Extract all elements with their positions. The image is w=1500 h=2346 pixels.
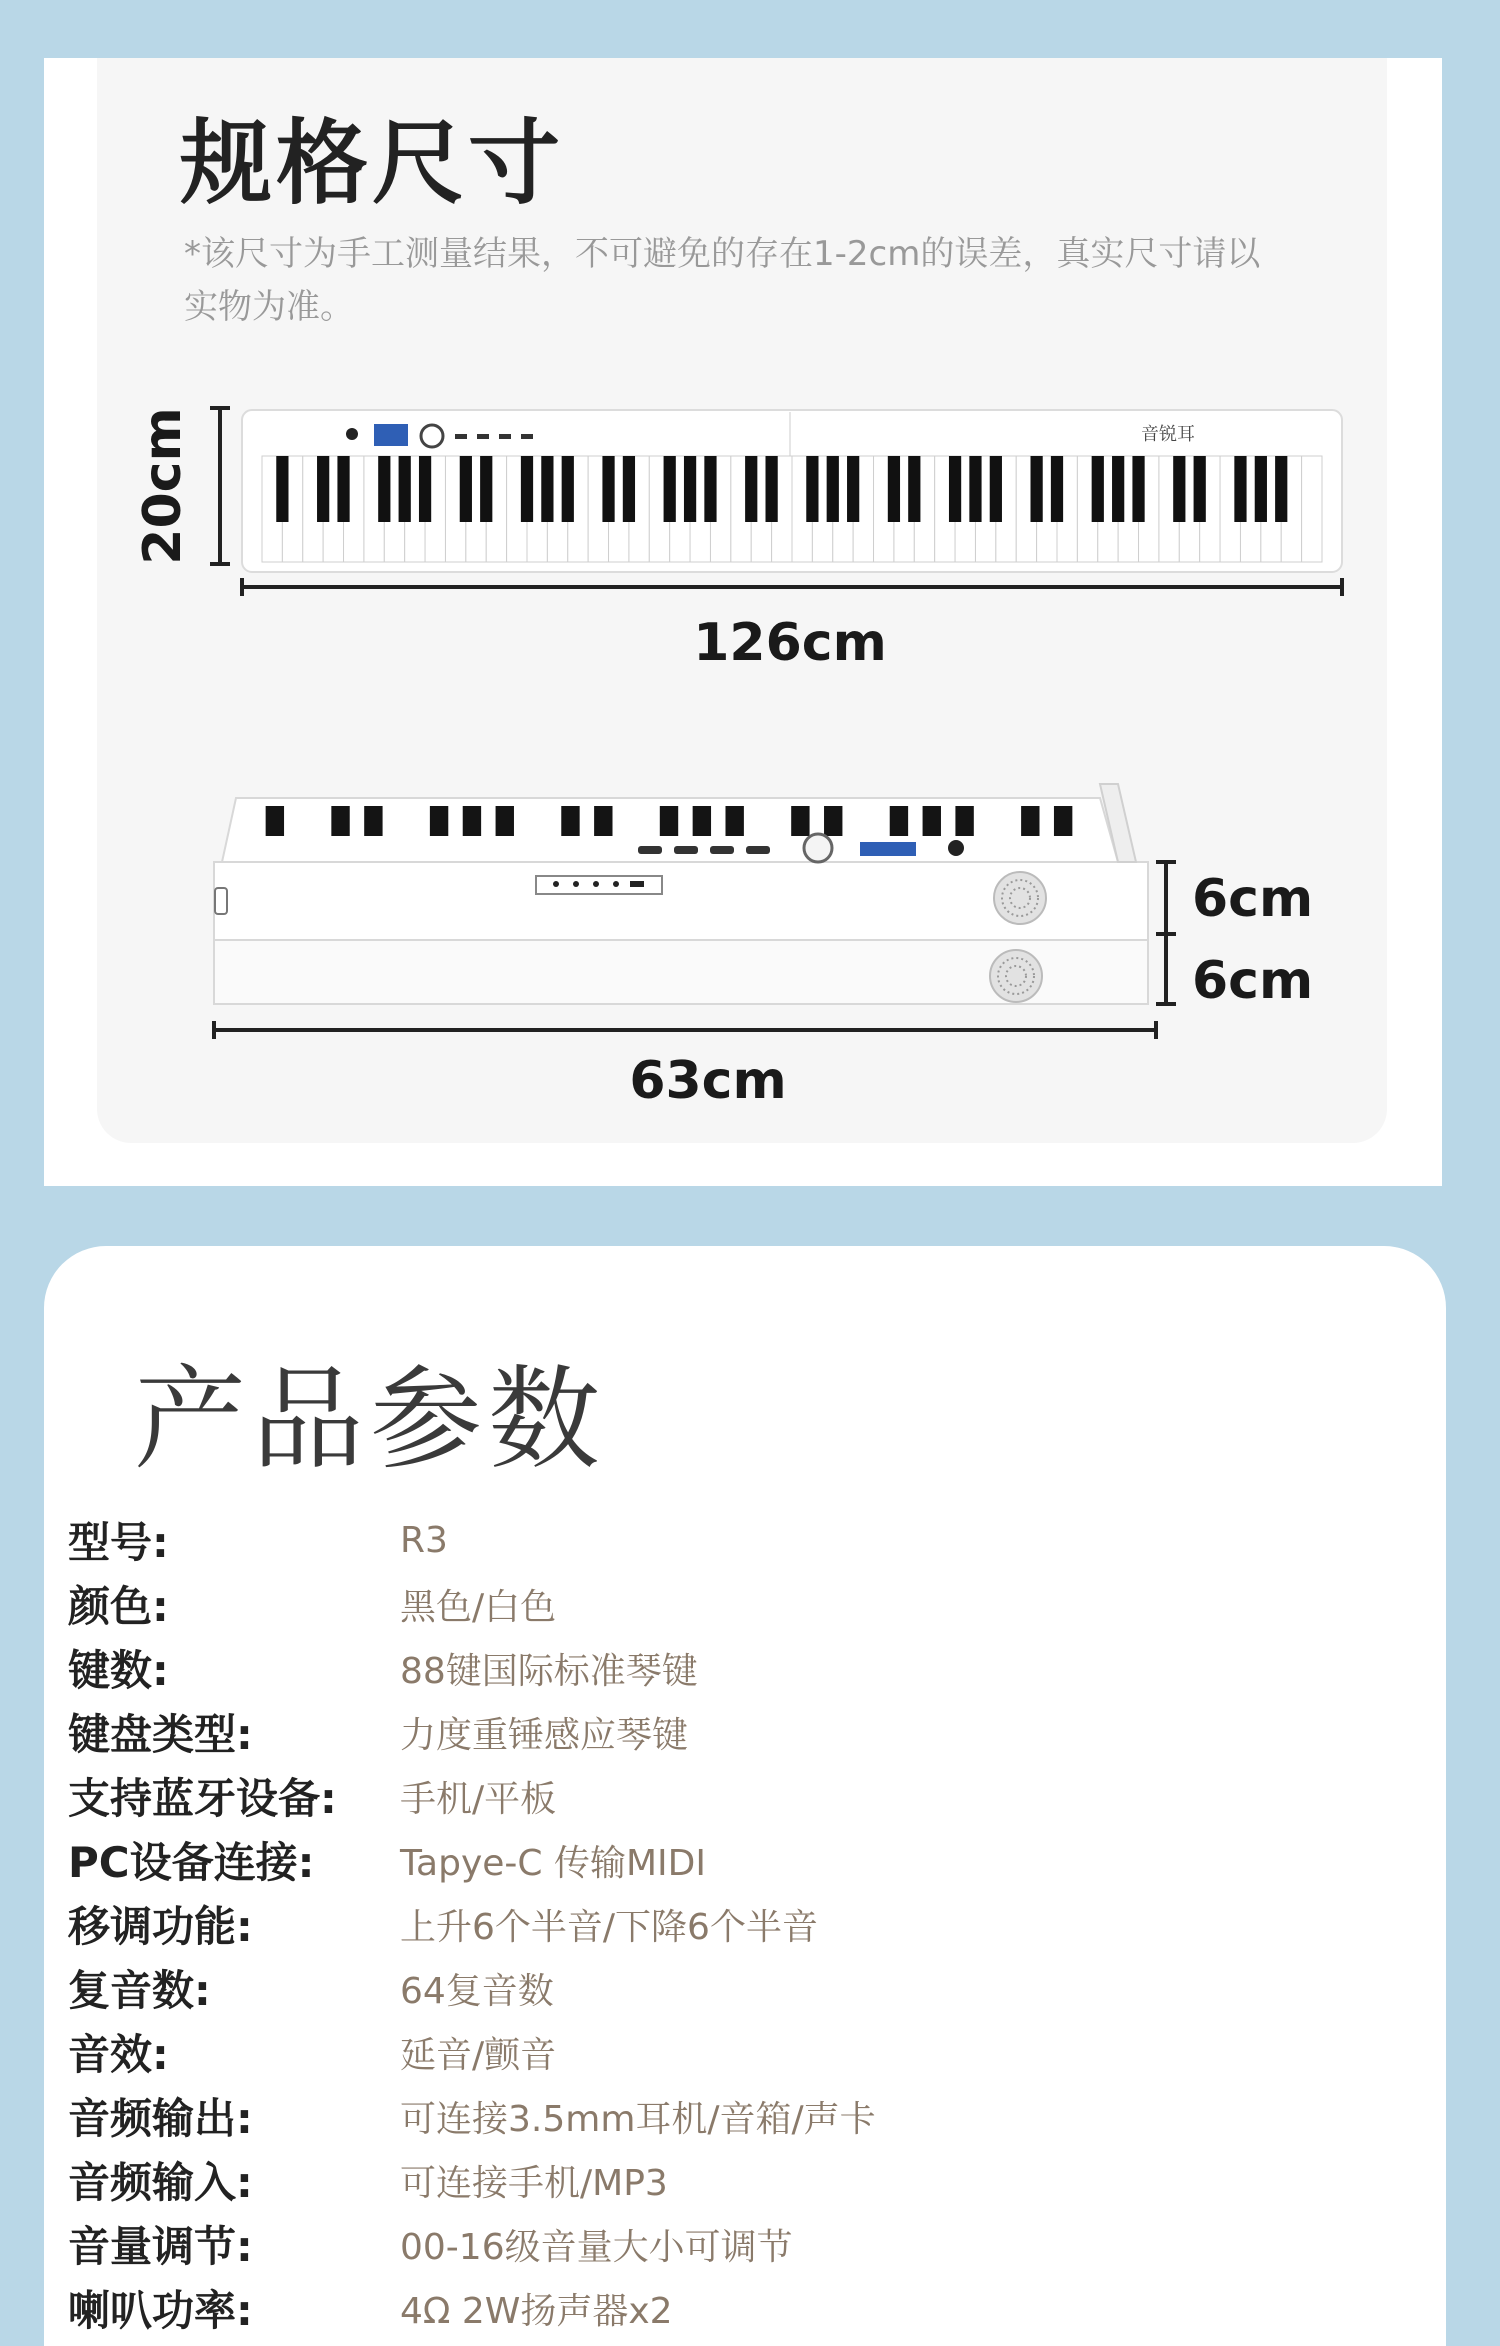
param-value: 88键国际标准琴键 [400,1650,698,1692]
param-value: 4Ω 2W扬声器x2 [400,2290,673,2332]
black-key [480,456,492,522]
black-key [1132,456,1144,522]
black-key [399,456,411,522]
folded-black-key [660,806,678,836]
param-value: 可连接3.5mm耳机/音箱/声卡 [400,2098,876,2140]
param-row-speaker-power [68,2276,673,2340]
param-row-volume [68,2212,793,2276]
param-label: 型号: [68,1518,169,1567]
speaker-grille-top [994,872,1046,924]
param-row-audio-input [68,2148,668,2212]
param-row-pc-connection [68,1828,706,1892]
unfolded-piano-illustration [242,410,1342,572]
param-label: 移调功能: [68,1902,253,1951]
folded-black-key [463,806,481,836]
black-key [969,456,981,522]
folded-black-key [693,806,711,836]
black-key [888,456,900,522]
spec-title: 规格尺寸 [180,110,565,217]
brand-logo: 音锐耳 [1141,424,1195,445]
param-label: 键数: [68,1646,169,1695]
black-key [521,456,533,522]
black-key [766,456,778,522]
thickness-top-label: 6cm [1192,869,1314,929]
black-key [317,456,329,522]
param-label: 音效: [68,2030,169,2079]
black-key [1234,456,1246,522]
param-value: 力度重锤感应琴键 [400,1714,689,1756]
params-title: 产品参数 [134,1355,606,1485]
param-row-transpose [68,1892,818,1956]
folded-black-key [890,806,908,836]
black-key [1051,456,1063,522]
folded-black-key [1021,806,1039,836]
black-key [1092,456,1104,522]
param-row-bluetooth [68,1764,556,1828]
black-key [806,456,818,522]
folded-black-key [791,806,809,836]
black-key [908,456,920,522]
black-key [1031,456,1043,522]
param-row-keyboard-type [68,1700,688,1764]
white-key [1302,456,1322,562]
param-value: Tapye-C 传输MIDI [400,1842,706,1884]
black-key [990,456,1002,522]
black-key [541,456,553,522]
param-label: 音频输出: [68,2094,253,2143]
black-key [664,456,676,522]
black-key [562,456,574,522]
param-label: 复音数: [68,1966,211,2015]
folded-black-key [1054,806,1072,836]
param-value: 上升6个半音/下降6个半音 [400,1906,818,1948]
folded-width-label: 63cm [629,1051,787,1111]
param-label: 音量调节: [68,2222,253,2271]
black-key [460,456,472,522]
param-row-keys [68,1636,698,1700]
black-key [1255,456,1267,522]
folded-black-key [594,806,612,836]
param-value: 延音/颤音 [400,2034,557,2076]
param-row-model [68,1508,448,1572]
folded-black-key [955,806,973,836]
folded-black-key [923,806,941,836]
height-label: 20cm [133,407,193,565]
black-key [337,456,349,522]
thickness-dimension [1156,862,1313,1011]
param-value: 可连接手机/MP3 [400,2162,668,2204]
param-row-effects [68,2020,556,2084]
black-key [827,456,839,522]
black-key [378,456,390,522]
param-label: 键盘类型: [68,1710,253,1759]
black-key [419,456,431,522]
black-key [602,456,614,522]
folded-black-key [266,806,284,836]
param-value: 64复音数 [400,1970,554,2012]
black-key [1194,456,1206,522]
param-label: PC设备连接: [68,1838,315,1887]
param-value: 黑色/白色 [400,1586,557,1628]
param-value: 00-16级音量大小可调节 [400,2226,793,2268]
folded-black-key [561,806,579,836]
black-key [1112,456,1124,522]
black-key [1275,456,1287,522]
black-key [704,456,716,522]
black-key [684,456,696,522]
spec-note: *该尺寸为手工测量结果，不可避免的存在1-2cm的误差，真实尺寸请以实物为准。 [184,234,1261,327]
black-key [745,456,757,522]
height-dimension [133,407,230,564]
black-key [847,456,859,522]
param-label: 音频输入: [68,2158,253,2207]
width-label: 126cm [693,613,887,673]
black-key [1173,456,1185,522]
folded-black-key [430,806,448,836]
black-key [623,456,635,522]
folded-black-key [824,806,842,836]
param-label: 支持蓝牙设备: [68,1774,337,1823]
folded-black-key [496,806,514,836]
black-key [949,456,961,522]
folded-black-key [331,806,349,836]
folded-black-key [725,806,743,836]
param-label: 喇叭功率: [68,2286,253,2335]
speaker-grille-bottom [990,950,1042,1002]
folded-width-dimension [214,1021,1156,1111]
folded-black-key [364,806,382,836]
param-label: 颜色: [68,1582,169,1631]
param-value: 手机/平板 [400,1778,557,1820]
width-dimension [242,578,1342,673]
param-row-audio-output [68,2084,876,2148]
param-row-color [68,1572,556,1636]
param-value: R3 [400,1519,448,1561]
param-row-polyphony [68,1956,554,2020]
folded-piano-illustration [214,784,1148,1004]
black-key [276,456,288,522]
thickness-bottom-label: 6cm [1192,951,1314,1011]
